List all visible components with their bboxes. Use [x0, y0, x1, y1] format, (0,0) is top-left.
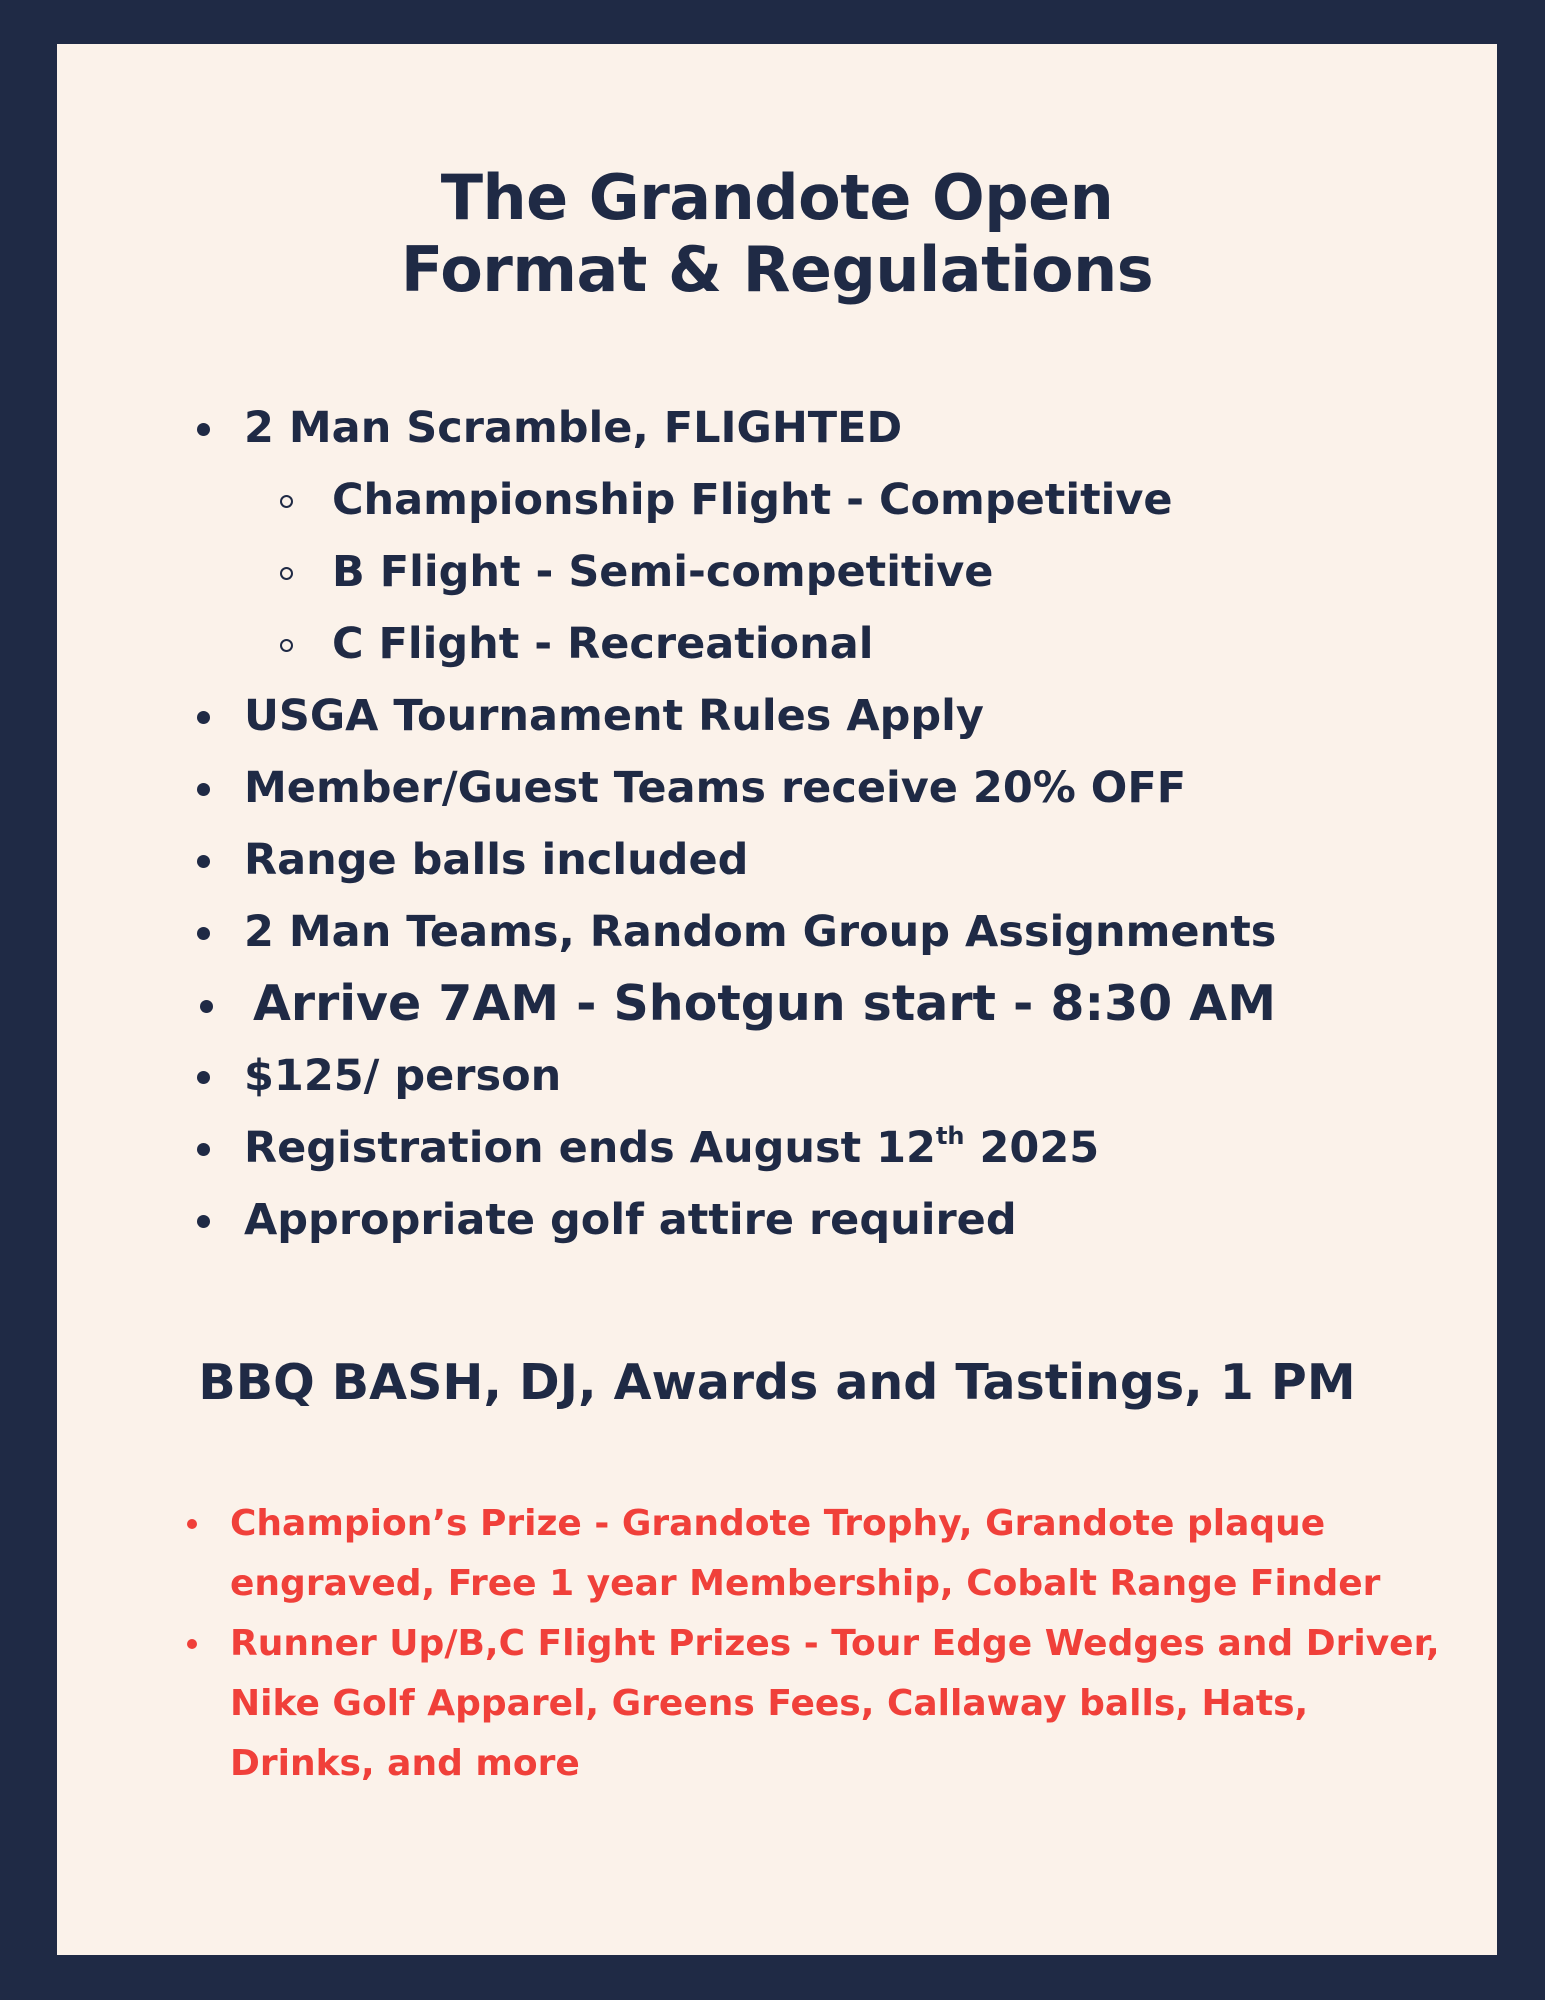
rule-usga: USGA Tournament Rules Apply — [244, 691, 984, 741]
bullet-icon — [197, 1143, 210, 1156]
registration-text: Registration ends August 12 — [244, 1123, 936, 1173]
list-item — [57, 392, 1276, 464]
bullet-icon — [197, 711, 210, 724]
bullet-icon — [197, 783, 210, 796]
list-item — [57, 1112, 1276, 1184]
bullet-icon — [187, 1639, 197, 1649]
rule-attire: Appropriate golf attire required — [244, 1195, 1017, 1245]
rule-registration — [244, 1123, 1099, 1173]
list-item — [57, 824, 1276, 896]
bullet-icon — [197, 927, 210, 940]
flight-c: C Flight - Recreational — [332, 619, 874, 669]
list-item — [57, 1614, 1455, 1794]
prizes-list — [57, 1494, 1455, 1794]
list-item — [57, 896, 1276, 968]
title-line-1: The Grandote Open — [440, 161, 1114, 234]
bullet-icon — [197, 1215, 210, 1228]
list-item — [57, 536, 1276, 608]
list-item — [57, 968, 1276, 1040]
rule-range: Range balls included — [244, 835, 749, 885]
circle-bullet-icon — [280, 567, 293, 580]
list-item — [57, 680, 1276, 752]
rule-scramble: 2 Man Scramble, FLIGHTED — [244, 403, 903, 453]
bullet-icon — [200, 1000, 213, 1013]
circle-bullet-icon — [280, 639, 293, 652]
circle-bullet-icon — [280, 495, 293, 508]
registration-year: 2025 — [964, 1123, 1100, 1173]
rule-teams: 2 Man Teams, Random Group Assignments — [244, 907, 1277, 957]
list-item — [57, 752, 1276, 824]
flight-b: B Flight - Semi-competitive — [332, 547, 994, 597]
flyer-card — [57, 44, 1497, 1955]
bullet-icon — [187, 1519, 197, 1529]
prize-runner-up: Runner Up/B,C Flight Prizes - Tour Edge Wedges and Driver, Nike Golf Apparel, Greens Fees, Callaway balls, Hats, Drinks, and more — [230, 1623, 1440, 1784]
prize-champion: Champion’s Prize - Grandote Trophy, Grandote plaque engraved, Free 1 year Membership, Cobalt Range Finder — [230, 1503, 1381, 1604]
list-item — [57, 1040, 1276, 1112]
page-title — [57, 162, 1497, 306]
list-item — [57, 464, 1276, 536]
list-item — [57, 1494, 1455, 1614]
title-line-2: Format & Regulations — [400, 233, 1154, 306]
registration-ordinal: th — [935, 1122, 965, 1150]
rule-member-guest: Member/Guest Teams receive 20% OFF — [244, 763, 1187, 813]
bullet-icon — [197, 1071, 210, 1084]
list-item — [57, 1184, 1276, 1256]
list-item — [57, 608, 1276, 680]
rules-list — [57, 392, 1276, 1256]
bbq-heading: BBQ BASH, DJ, Awards and Tastings, 1 PM — [198, 1354, 1356, 1411]
flight-championship: Championship Flight - Competitive — [332, 475, 1173, 525]
bullet-icon — [197, 855, 210, 868]
bullet-icon — [197, 423, 210, 436]
rule-price: $125/ person — [244, 1051, 562, 1101]
rule-arrive: Arrive 7AM - Shotgun start - 8:30 AM — [253, 975, 1276, 1032]
